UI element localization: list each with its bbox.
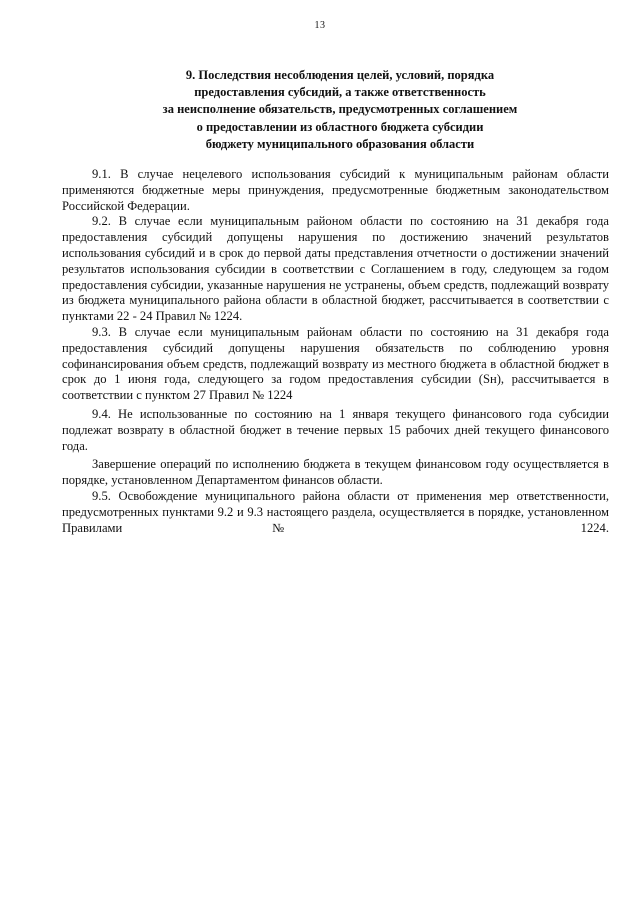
paragraph-9-1: 9.1. В случае нецелевого использования субсидий к муниципальным районам области применяются бюджетные меры принуждения, предусмотренные бюджетным законодательством Российской Федерации.	[62, 167, 609, 213]
paragraph-9-2: 9.2. В случае если муниципальным районом области по состоянию на 31 декабря года предоставления субсидий допущены нарушения по достижению значений результатов использования субсидий и в срок до первой даты представления отчетности о достижении значений результатов использования субсидии в соответствии с Соглашением в году, следующем за годом предоставления субсидии, указанные нарушения не устранены, объем средств, подлежащий возврату из бюджета муниципального района области в областной бюджет, рассчитывается в соответствии с пунктами 22 - 24 Правил № 1224.	[62, 214, 609, 324]
document-body	[62, 167, 609, 536]
heading-line: предоставления субсидий, а также ответственность	[194, 85, 486, 100]
section-heading	[60, 67, 620, 153]
heading-line: 9. Последствия несоблюдения целей, условий, порядка	[185, 68, 495, 82]
heading-line: бюджету муниципального образования области	[205, 136, 475, 151]
paragraph-9-4: 9.4. Не использованные по состоянию на 1 января текущего финансового года субсидии подлежат возврату в областной бюджет в течение первых 15 рабочих дней текущего финансового года.	[62, 406, 609, 453]
paragraph-9-3: 9.3. В случае если муниципальным районам области по состоянию на 31 декабря года предоставления субсидий допущены нарушения обязательств по соблюдению уровня софинансирования объем средств, подлежащий возврату из местного бюджета в областной бюджет в срок до 1 июня года, следующего за годом предоставления субсидии (Sн), рассчитывается в соответствии с пунктом 27 Правил № 1224	[62, 324, 609, 403]
heading-line: о предоставлении из областного бюджета субсидии	[196, 119, 484, 134]
paragraph-9-5: 9.5. Освобождение муниципального района области от применения мер ответственности, предусмотренных пунктами 9.2 и 9.3 настоящего раздела, осуществляется в порядке, установленном Правилами № 1224.	[62, 488, 609, 535]
paragraph-completion: Завершение операций по исполнению бюджета в текущем финансовом году осуществляется в порядке, установленном Департаментом финансов области.	[62, 457, 609, 488]
page-number: 13	[314, 20, 326, 31]
heading-line: за неисполнение обязательств, предусмотренных соглашением	[162, 102, 518, 117]
